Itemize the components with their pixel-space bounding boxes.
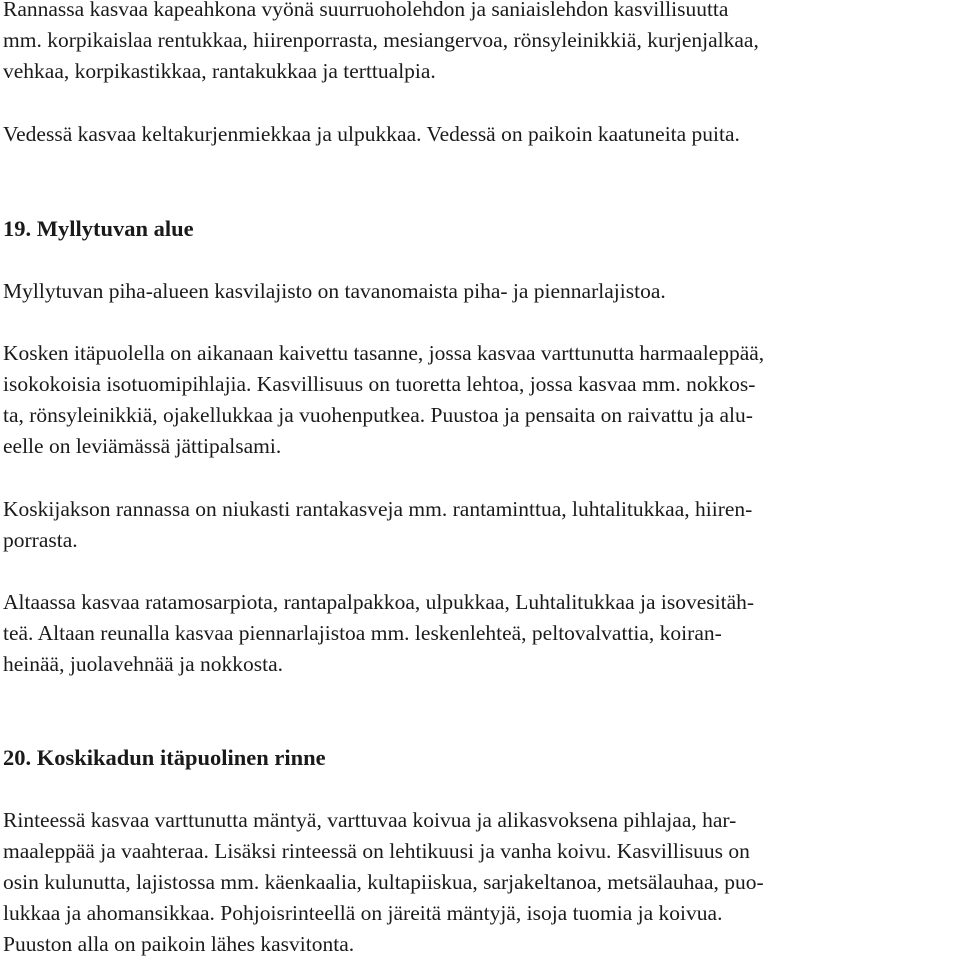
text-line: Kosken itäpuolella on aikanaan kaivettu tasanne, jossa kasvaa varttunutta harmaaleppää, [3,341,765,365]
text-line: vehkaa, korpikastikkaa, rantakukkaa ja terttualpia. [3,59,436,83]
text-line: Myllytuvan piha-alueen kasvilajisto on tavanomaista piha- ja piennarlajistoa. [3,279,666,303]
section-number: 20. [3,745,32,770]
text-line: mm. korpikaislaa rentukkaa, hiirenporrasta, mesiangervoa, rönsyleinikkiä, kurjenjalkaa, [3,28,759,52]
text-line: isokokoisia isotuomipihlajia. Kasvillisuus on tuoretta lehtoa, jossa kasvaa mm. nokkos- [3,372,756,396]
intro-paragraph [3,0,759,87]
text-line: lukkaa ja ahomansikkaa. Pohjoisrinteellä on järeitä mäntyjä, isoja tuomia ja koivua. [3,901,723,925]
section-19-paragraph-4 [3,587,754,680]
text-line: eelle on leviämässä jättipalsami. [3,434,282,458]
text-line: Puuston alla on paikoin lähes kasvitonta. [3,932,355,956]
section-title: Koskikadun itäpuolinen rinne [36,745,326,770]
water-paragraph [3,119,740,150]
section-title: Myllytuvan alue [36,216,194,241]
text-line: Altaassa kasvaa ratamosarpiota, rantapalpakkoa, ulpukkaa, Luhtalitukkaa ja isovesitäh- [3,590,755,614]
section-19-heading [3,213,194,244]
text-line: heinää, juolavehnää ja nokkosta. [3,652,283,676]
section-19-paragraph-1 [3,276,666,307]
text-line: Vedessä kasvaa keltakurjenmiekkaa ja ulpukkaa. Vedessä on paikoin kaatuneita puita. [3,122,740,146]
text-line: Rinteessä kasvaa varttunutta mäntyä, varttuvaa koivua ja alikasvoksena pihlajaa, har- [3,808,737,832]
section-heading [3,742,326,773]
text-line: porrasta. [3,528,78,552]
text-line: osin kulunutta, lajistossa mm. käenkaalia, kultapiiskua, sarjakeltanoa, metsälauhaa, puo- [3,870,764,894]
section-number: 19. [3,216,32,241]
text-line: Rannassa kasvaa kapeahkona vyönä suurruoholehdon ja saniaislehdon kasvillisuutta [3,0,729,21]
section-19-paragraph-2 [3,338,764,462]
text-line: Koskijakson rannassa on niukasti rantakasveja mm. rantaminttua, luhtalitukkaa, hiiren- [3,497,753,521]
section-20-paragraph-1 [3,805,764,960]
text-line: maaleppää ja vaahteraa. Lisäksi rinteessä on lehtikuusi ja vanha koivu. Kasvillisuus on [3,839,750,863]
text-line: ta, rönsyleinikkiä, ojakellukkaa ja vuohenputkea. Puustoa ja pensaita on raivattu ja alu- [3,403,753,427]
section-heading [3,213,194,244]
section-19-paragraph-3 [3,494,752,556]
section-20-heading [3,742,326,773]
text-line: teä. Altaan reunalla kasvaa piennarlajistoa mm. leskenlehteä, peltovalvattia, koiran- [3,621,722,645]
